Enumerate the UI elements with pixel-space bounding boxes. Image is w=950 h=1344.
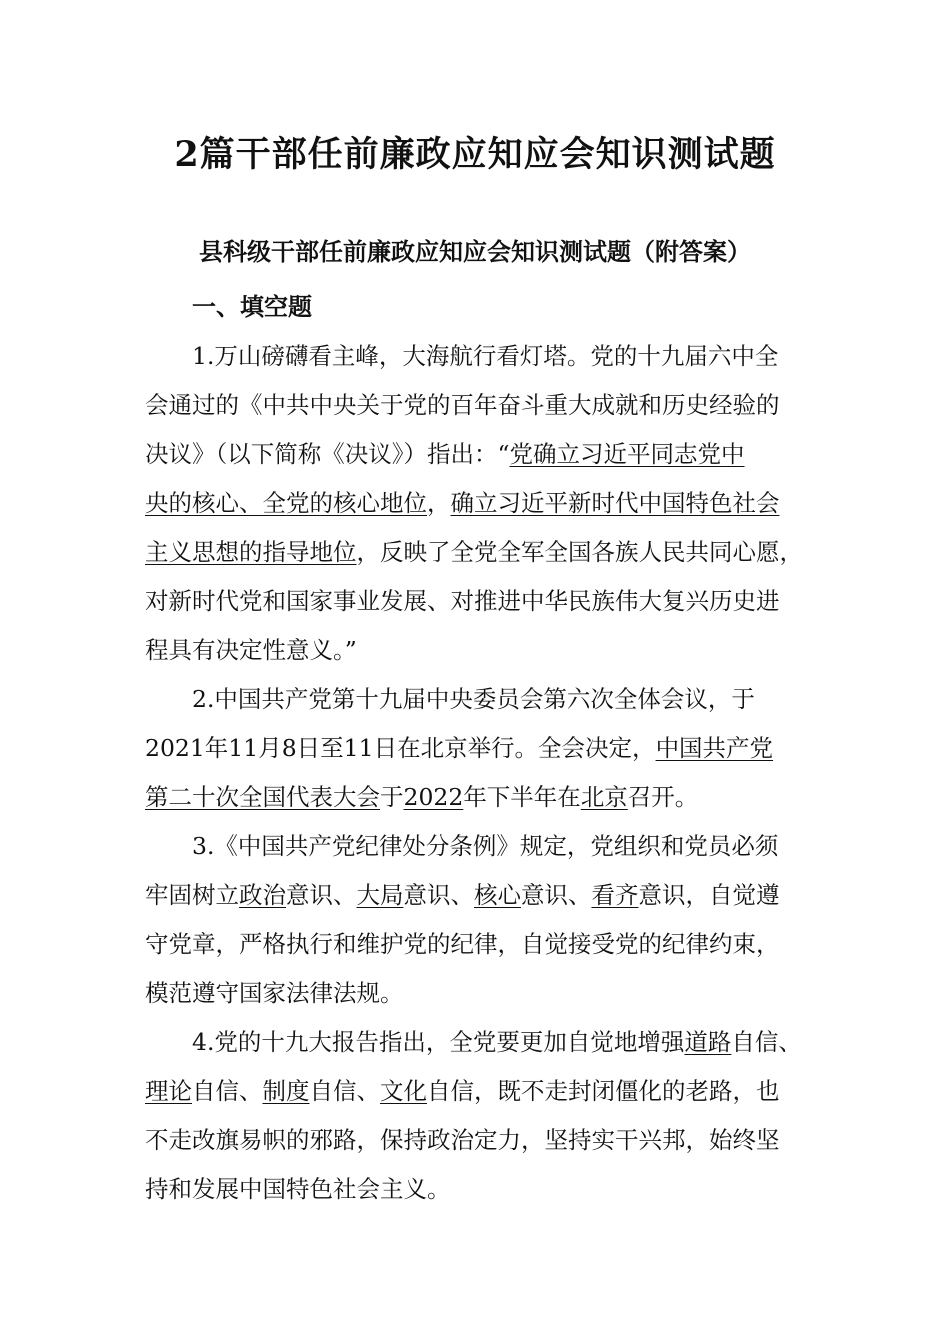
question-1-line: 程具有决定性意义。”	[145, 636, 357, 664]
question-1-line: 决议》（以下简称《决议》）指出：“党确立习近平同志党中	[145, 440, 745, 468]
answer-blank: 中国共产党	[655, 734, 774, 762]
question-4-line: 4.党的十九大报告指出，全党要更加自觉地增强道路自信、	[192, 1028, 802, 1056]
question-3-line: 模范遵守国家法律法规。	[145, 979, 404, 1007]
answer-blank: 看齐	[591, 881, 639, 909]
answer-blank: 道路	[684, 1028, 732, 1056]
answer-blank: 2022	[403, 783, 464, 811]
section-heading: 一、填空题	[192, 292, 312, 321]
question-3-line: 牢固树立政治意识、大局意识、核心意识、看齐意识，自觉遵	[145, 881, 780, 909]
question-1-line: 会通过的《中共中央关于党的百年奋斗重大成就和历史经验的	[145, 391, 780, 419]
question-1-line: 1.万山磅礴看主峰，大海航行看灯塔。党的十九届六中全	[192, 342, 779, 370]
question-4-line: 持和发展中国特色社会主义。	[145, 1175, 451, 1203]
question-1-line: 主义思想的指导地位，反映了全党全军全国各族人民共同心愿，	[145, 538, 803, 566]
question-2	[145, 675, 820, 822]
answer-blank: 党确立习近平同志党中	[509, 440, 745, 468]
answer-blank: 政治	[239, 881, 286, 909]
question-3-line: 3.《中国共产党纪律处分条例》规定，党组织和党员必须	[192, 832, 779, 860]
question-1-line: 央的核心、全党的核心地位，确立习近平新时代中国特色社会	[145, 489, 780, 517]
answer-blank: 大局	[356, 881, 404, 909]
answer-blank: 制度	[262, 1077, 310, 1105]
answer-blank: 理论	[145, 1077, 192, 1105]
question-1	[145, 332, 820, 675]
question-4-line: 理论自信、制度自信、文化自信，既不走封闭僵化的老路，也	[145, 1077, 780, 1105]
question-3	[145, 822, 820, 1018]
document-title: 2篇干部任前廉政应知应会知识测试题	[174, 134, 776, 175]
answer-blank: 北京	[580, 783, 628, 811]
question-1-line: 对新时代党和国家事业发展、对推进中华民族伟大复兴历史进	[145, 587, 780, 615]
question-2-line: 第二十次全国代表大会于2022年下半年在北京召开。	[145, 783, 699, 811]
answer-blank: 主义思想的指导地位	[145, 538, 357, 566]
question-4-line: 不走改旗易帜的邪路，保持政治定力，坚持实干兴邦，始终坚	[145, 1126, 780, 1154]
question-2-line: 2.中国共产党第十九届中央委员会第六次全体会议，于	[192, 685, 755, 713]
question-4	[145, 1018, 820, 1214]
question-3-line: 守党章，严格执行和维护党的纪律，自觉接受党的纪律约束，	[145, 930, 780, 958]
answer-blank: 文化	[380, 1077, 427, 1105]
question-2-line: 2021年11月8日至11日在北京举行。全会决定，中国共产党	[145, 734, 774, 762]
answer-blank: 央的核心、全党的核心地位	[145, 489, 427, 517]
document-subtitle: 县科级干部任前廉政应知应会知识测试题（附答案）	[199, 237, 751, 266]
answer-blank: 核心	[474, 881, 521, 909]
answer-blank: 第二十次全国代表大会	[145, 783, 380, 811]
answer-blank: 确立习近平新时代中国特色社会	[450, 489, 780, 517]
